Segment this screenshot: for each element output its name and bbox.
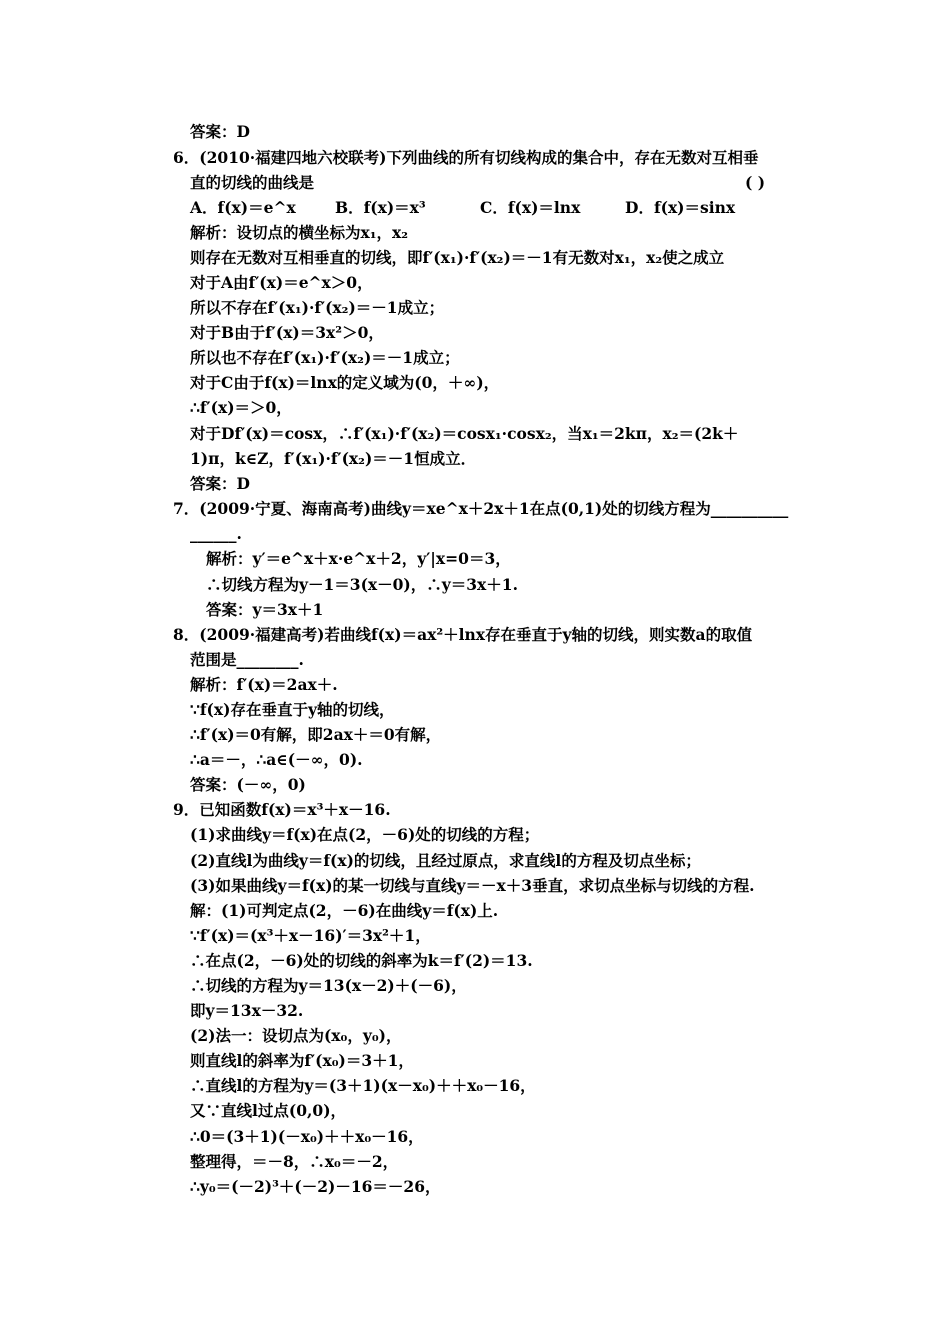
text-line: (2)法一：设切点为(x₀，y₀)， bbox=[190, 1026, 402, 1045]
question-8-line-1: 8．(2009·福建高考)若曲线f(x)＝ax²＋lnx存在垂直于y轴的切线，则实数a的取值 bbox=[173, 625, 753, 644]
analysis-line: 解析：f′(x)＝2ax＋. bbox=[190, 675, 338, 694]
option-d: D．f(x)＝sinx bbox=[625, 198, 736, 217]
analysis-line: 解析：设切点的横坐标为x₁，x₂ bbox=[190, 223, 409, 242]
text-line: 即y＝13x－32. bbox=[190, 1001, 304, 1020]
answer-line: 答案：D bbox=[190, 122, 250, 141]
text-line: ∴f′(x)＝＞0， bbox=[190, 398, 292, 417]
text-line: 对于Df′(x)＝cosx，∴f′(x₁)·f′(x₂)＝cosx₁·cosx₂，当x₁＝2kπ，x₂＝(2k＋ bbox=[190, 424, 739, 443]
question-9-line-1: 9．已知函数f(x)＝x³＋x－16. bbox=[173, 800, 391, 819]
text-line: ∴y₀＝(－2)³＋(－2)－16＝－26， bbox=[190, 1177, 441, 1196]
text-line: 所以也不存在f′(x₁)·f′(x₂)＝－1成立； bbox=[190, 348, 460, 367]
text-line: ∵f′(x)＝(x³＋x－16)′＝3x²＋1， bbox=[190, 926, 431, 945]
text-line: ∴f′(x)＝0有解，即2ax＋＝0有解， bbox=[190, 725, 442, 744]
solution-line: 解：(1)可判定点(2，－6)在曲线y＝f(x)上. bbox=[190, 901, 499, 920]
analysis-line: 解析：y′＝e^x＋x·e^x＋2，y′|x=0＝3， bbox=[206, 549, 511, 568]
options-row bbox=[190, 197, 790, 219]
option-c: C．f(x)＝lnx bbox=[480, 198, 581, 217]
option-b: B．f(x)＝x³ bbox=[335, 198, 426, 217]
text-line: 又∵直线l过点(0,0)， bbox=[190, 1101, 347, 1120]
option-a: A．f(x)＝e^x bbox=[190, 198, 296, 217]
answer-line: 答案：D bbox=[190, 474, 250, 493]
text-line: 对于A由f′(x)＝e^x＞0， bbox=[190, 273, 373, 292]
text-line: 则存在无数对互相垂直的切线，即f′(x₁)·f′(x₂)＝－1有无数对x₁，x₂使之成立 bbox=[190, 248, 725, 267]
text-line: 对于B由于f′(x)＝3x²＞0， bbox=[190, 323, 384, 342]
text-line: ∵f(x)存在垂直于y轴的切线， bbox=[190, 700, 395, 719]
text-line: ∴直线l的方程为y＝(3＋1)(x－x₀)＋＋x₀－16， bbox=[190, 1076, 536, 1095]
answer-blank-paren: ( ) bbox=[745, 173, 766, 192]
text-line: ∴切线的方程为y＝13(x－2)＋(－6)， bbox=[190, 976, 467, 995]
question-6-line-1: 6．(2010·福建四地六校联考)下列曲线的所有切线构成的集合中，存在无数对互相垂 bbox=[173, 148, 759, 167]
sub-question-2: (2)直线l为曲线y＝f(x)的切线，且经过原点，求直线l的方程及切点坐标； bbox=[190, 851, 701, 870]
text-line: ∴a＝－，∴a∈(－∞，0). bbox=[190, 750, 363, 769]
sub-question-3: (3)如果曲线y＝f(x)的某一切线与直线y＝－x＋3垂直，求切点坐标与切线的方程. bbox=[190, 876, 755, 895]
answer-line: 答案：y＝3x＋1 bbox=[206, 600, 324, 619]
text-line: ∴0＝(3＋1)(－x₀)＋＋x₀－16， bbox=[190, 1127, 424, 1146]
text-line: 整理得，＝－8，∴x₀＝－2， bbox=[190, 1152, 399, 1171]
question-6-line-2: 直的切线的曲线是 bbox=[190, 173, 315, 192]
sub-question-1: (1)求曲线y＝f(x)在点(2，－6)处的切线的方程； bbox=[190, 825, 540, 844]
text-line: ∴在点(2，－6)处的切线的斜率为k＝f′(2)＝13. bbox=[190, 951, 533, 970]
answer-line: 答案：(－∞，0) bbox=[190, 775, 306, 794]
text-line: 则直线l的斜率为f′(x₀)＝3＋1， bbox=[190, 1051, 414, 1070]
question-8-line-2: 范围是________. bbox=[190, 650, 304, 669]
text-line: 1)π，k∈Z，f′(x₁)·f′(x₂)＝－1恒成立． bbox=[190, 449, 477, 468]
text-line: 对于C由于f(x)＝lnx的定义域为(0，＋∞)， bbox=[190, 373, 500, 392]
text-line: ∴切线方程为y－1＝3(x－0)，∴y＝3x＋1. bbox=[206, 575, 518, 594]
question-7-line-2: ______. bbox=[190, 524, 242, 543]
question-7-line-1: 7．(2009·宁夏、海南高考)曲线y＝xe^x＋2x＋1在点(0,1)处的切线方程为__________ bbox=[173, 499, 789, 518]
text-line: 所以不存在f′(x₁)·f′(x₂)＝－1成立； bbox=[190, 298, 445, 317]
